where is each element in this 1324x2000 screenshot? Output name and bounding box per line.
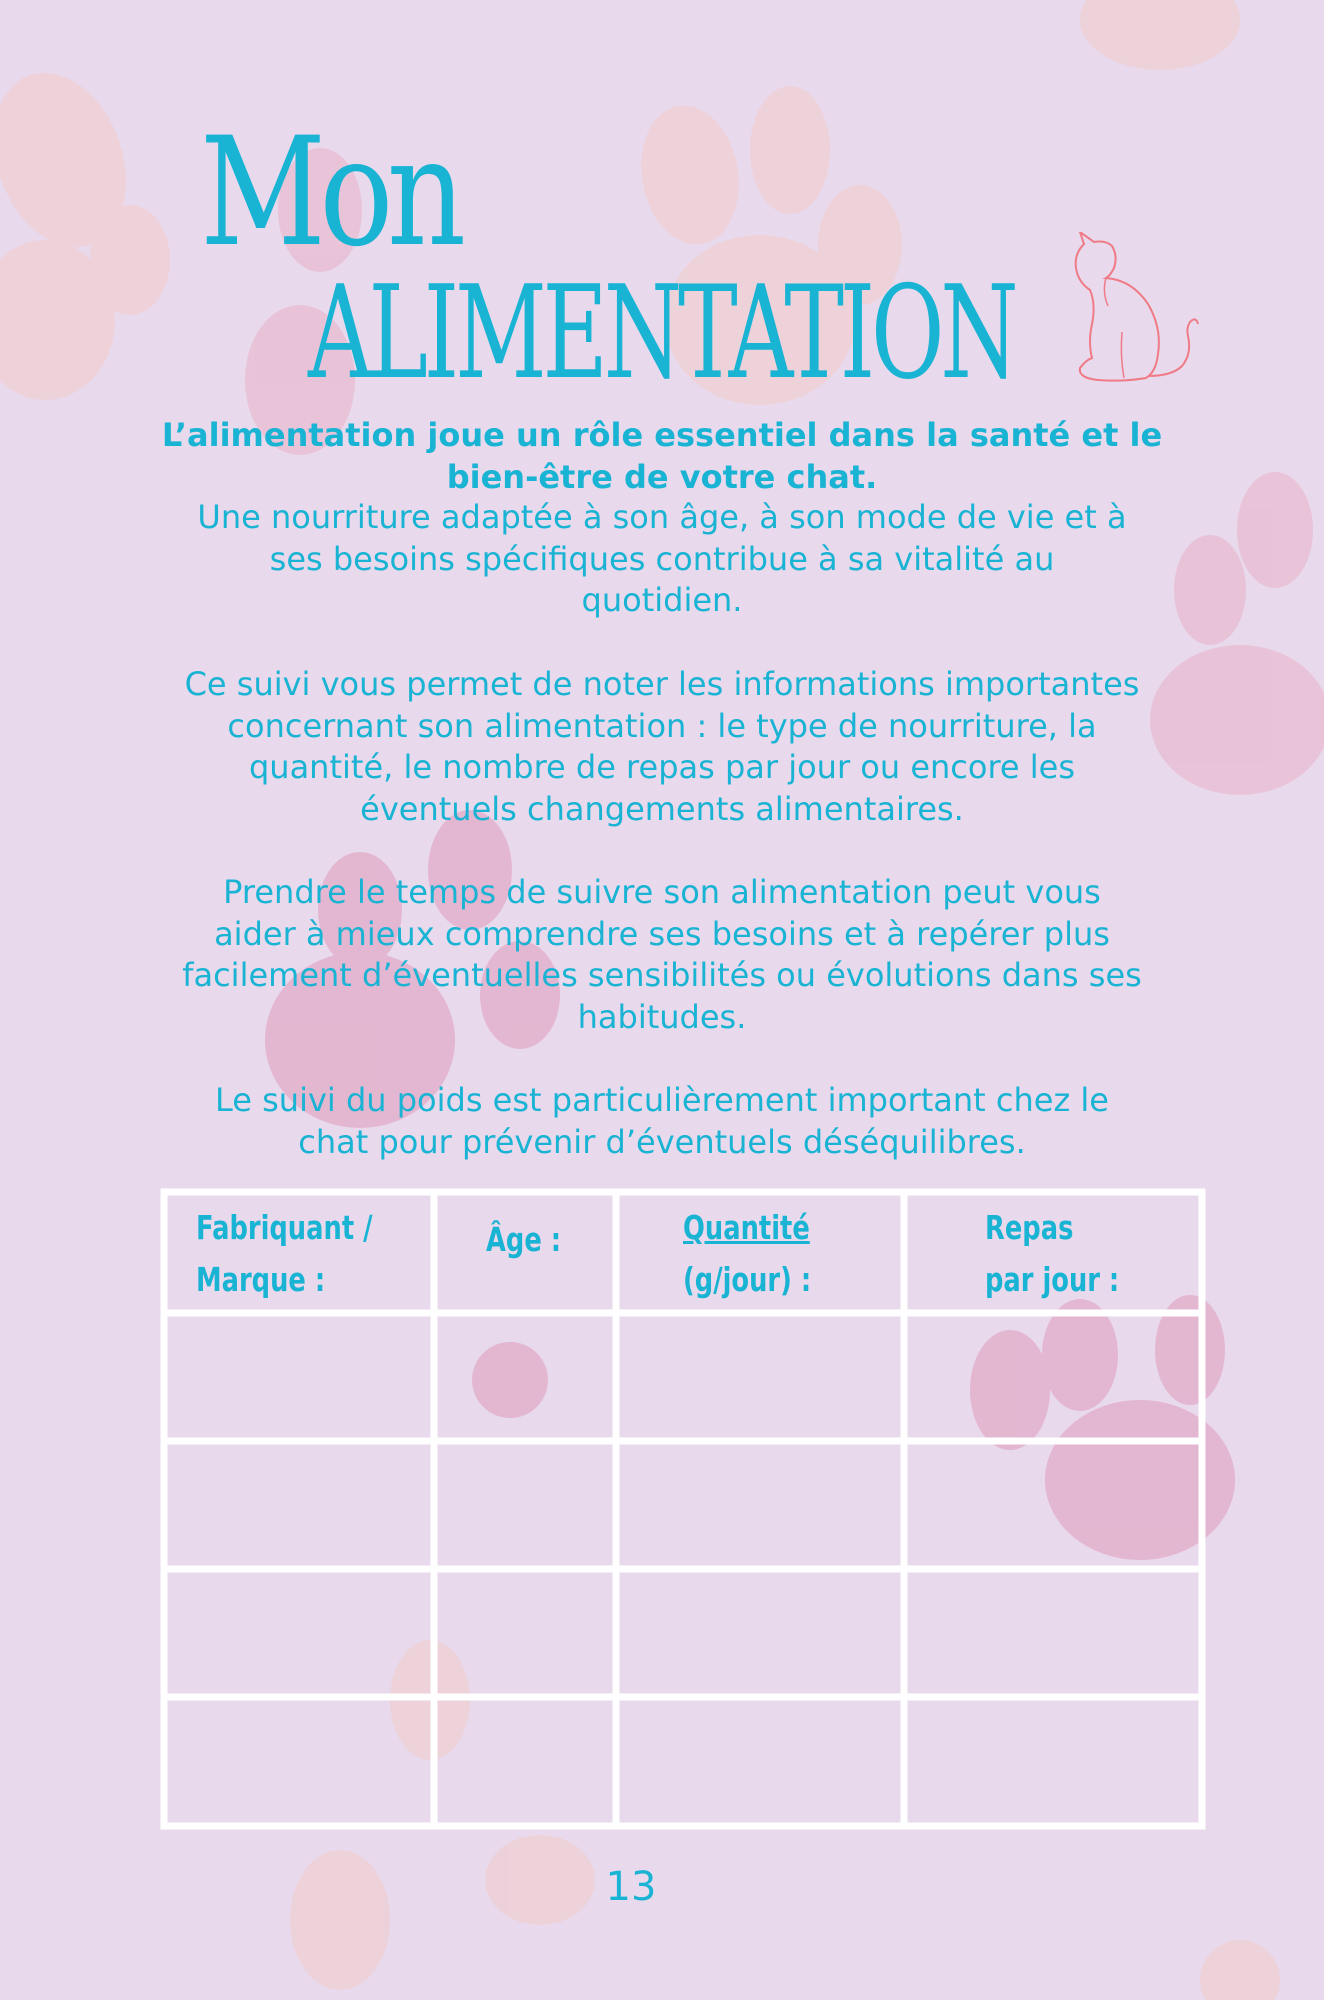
header-brand: Fabriquant / Marque :	[196, 1208, 373, 1299]
paragraph-tracking: Ce suivi vous permet de noter les informations importantes concernant son alimentation : le type de nourriture, la quantité, le nombre de repas par jour ou encore les éventuels changements alimentaires.	[184, 665, 1140, 828]
header-meals: Repas par jour :	[985, 1208, 1120, 1299]
header-quantity: Quantité (g/jour) :	[683, 1208, 812, 1299]
header-age: Âge :	[486, 1220, 562, 1259]
paragraph-nutrition: Une nourriture adaptée à son âge, à son mode de vie et à ses besoins spécifiques contribue à sa vitalité au quotidien.	[197, 498, 1127, 619]
title-line-mon: Mon	[200, 106, 460, 280]
title-line-alimentation: ALIMENTATION	[308, 259, 1015, 408]
intro-bold-text: L’alimentation joue un rôle essentiel dans la santé et le bien-être de votre chat.	[161, 416, 1163, 496]
paragraph-understanding: Prendre le temps de suivre son alimentation peut vous aider à mieux comprendre ses besoins et à repérer plus facilement d’éventuelles sensibilités ou évolutions dans ses habitudes.	[182, 873, 1142, 1036]
sitting-cat-outline-icon	[1062, 232, 1212, 384]
page-number: 13	[605, 1864, 657, 1910]
paragraph-weight: Le suivi du poids est particulièrement important chez le chat pour prévenir d’éventuels déséquilibres.	[215, 1081, 1109, 1161]
